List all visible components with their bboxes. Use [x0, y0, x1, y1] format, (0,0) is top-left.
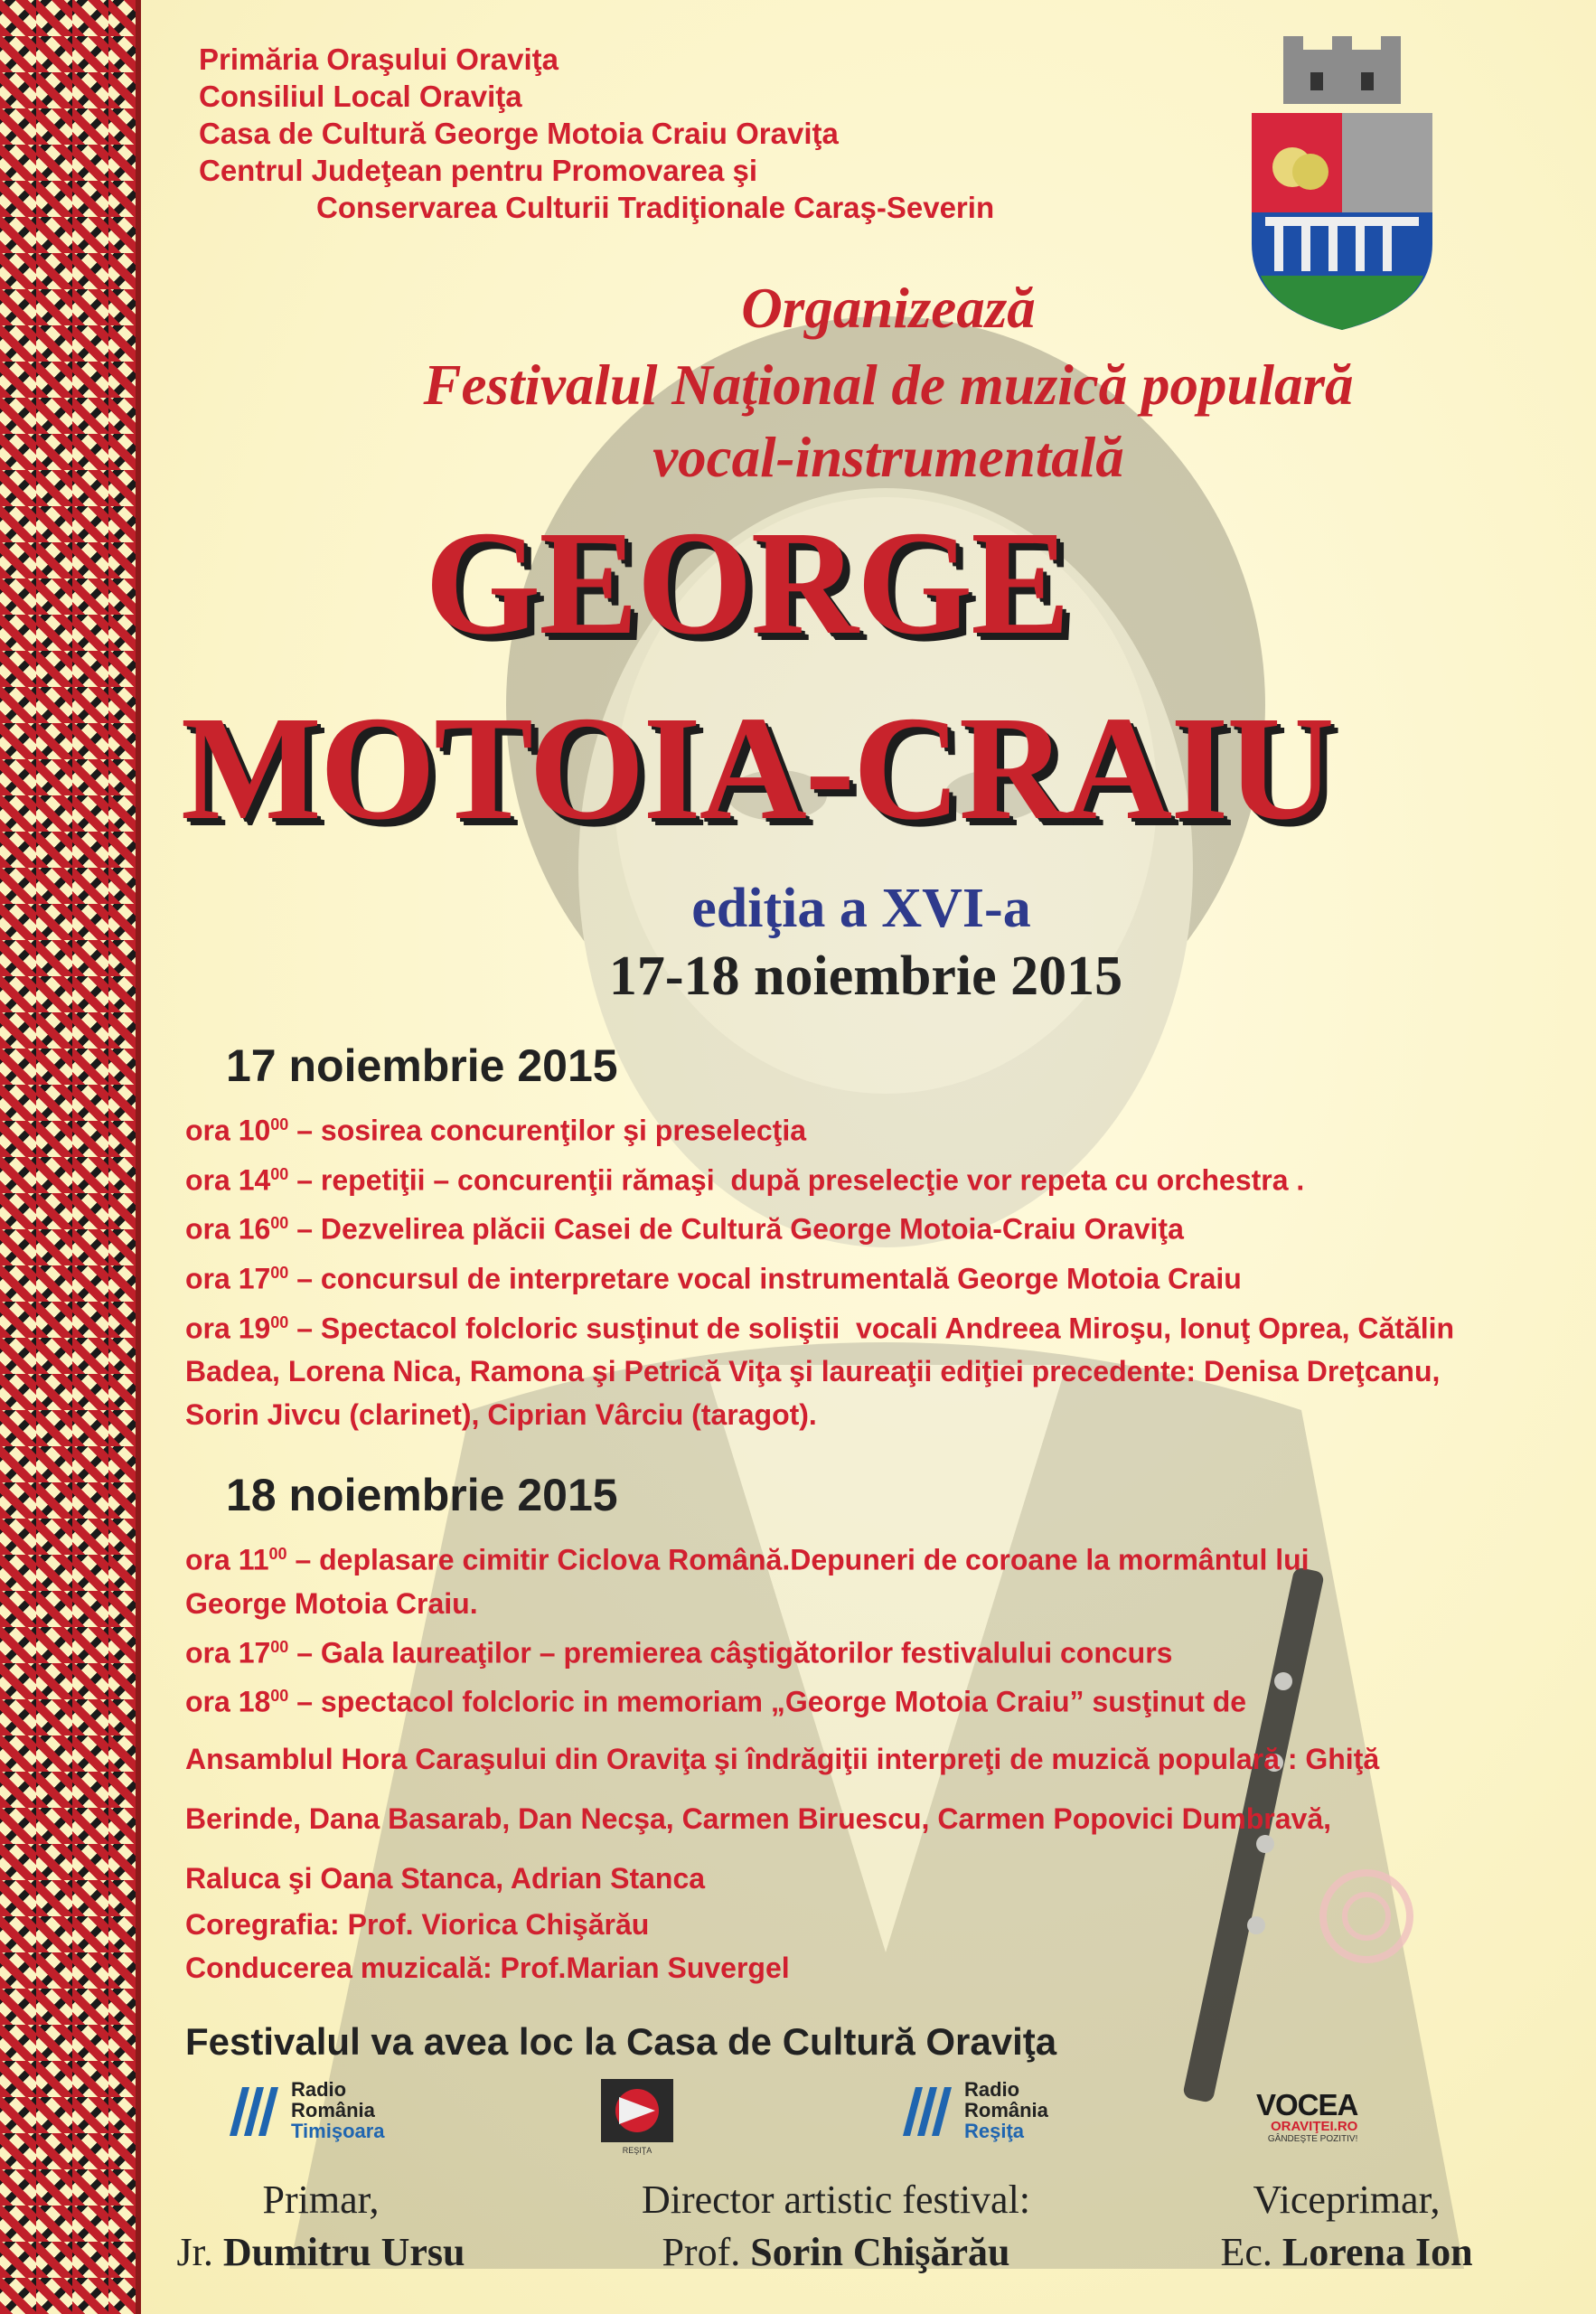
performers-line: Berinde, Dana Basarab, Dan Necşa, Carmen Biruescu, Carmen Popovici Dumbravă, [185, 1801, 1332, 1835]
venue-announcement: Festivalul va avea loc la Casa de Cultură Oraviţa [185, 2020, 1057, 2063]
organizer-line: Centrul Judeţean pentru Promovarea şi [199, 154, 757, 187]
logo-line: Reşiţa [964, 2120, 1025, 2142]
schedule-item [185, 1103, 1469, 1152]
schedule-item [185, 1201, 1469, 1251]
day2-heading: 18 noiembrie 2015 [226, 1470, 618, 1520]
border-edge [136, 0, 141, 2314]
signature-prefix: Ec. [1220, 2230, 1272, 2274]
schedule-hour: ora 10 [185, 1114, 271, 1147]
radio-romania-resita-logo [899, 2079, 1048, 2141]
vocea-title: VOCEA [1256, 2088, 1358, 2121]
schedule-text: – concursul de interpretare vocal instrumentală George Motoia Craiu [288, 1262, 1242, 1295]
logo-line: România [964, 2099, 1048, 2121]
vocea-tagline: GÂNDEŞTE POZITIV! [1267, 2134, 1358, 2144]
organizer-line: Consiliul Local Oraviţa [199, 80, 522, 113]
schedule-minutes: 00 [270, 1214, 289, 1233]
schedule-text: – spectacol folcloric in memoriam „George Motoia Craiu” susţinut de [288, 1685, 1247, 1718]
schedule-item [185, 1674, 1469, 1724]
signature-artistic-director [596, 2174, 1075, 2279]
schedule-item [185, 1301, 1469, 1437]
organizer-line: Conservarea Culturii Tradiţionale Caraş-Severin [316, 191, 995, 224]
schedule-item [185, 1152, 1469, 1202]
schedule-text: – Spectacol folcloric susţinut de soliştii vocali Andreea Miroşu, Ionuţ Oprea, Cătălin Badea, Lorena Nica, Ramona şi Petrică Viţa şi laureaţii ediţiei precedente: Denisa Dreţcanu, Sorin Jivcu (clarinet), Ciprian Vârciu (taragot). [185, 1312, 1462, 1432]
radio-waves-icon [226, 2084, 284, 2138]
logo-line: Radio [291, 2078, 347, 2101]
signature-role: Viceprimar, [1253, 2178, 1441, 2222]
intro-subtitle: vocal-instrumentală [652, 426, 1124, 489]
schedule-minutes: 00 [270, 1312, 289, 1331]
choreography-credit: Coregrafia: Prof. Viorica Chişărău [185, 1907, 650, 1941]
vocea-oravitei-logo [1256, 2088, 1357, 2144]
schedule-hour: ora 16 [185, 1212, 271, 1246]
schedule-text: – repetiţii – concurenţii rămaşi după preselecţie vor repeta cu orchestra . [288, 1163, 1305, 1197]
schedule-minutes: 00 [270, 1263, 289, 1282]
signature-vice-mayor [1157, 2174, 1536, 2279]
logo-line: Timişoara [291, 2120, 385, 2142]
schedule-minutes: 00 [270, 1164, 289, 1183]
schedule-minutes: 00 [270, 1115, 289, 1133]
schedule-hour: ora 18 [185, 1685, 271, 1718]
schedule-text: – deplasare cimitir Ciclova Română.Depuneri de coroane la mormântul lui George Motoia Craiu. [185, 1543, 1318, 1620]
tv-est-resita-logo [601, 2079, 673, 2156]
schedule-text: – Dezvelirea plăcii Casei de Cultură George Motoia-Craiu Oraviţa [288, 1212, 1184, 1246]
festival-name-line1: GEORGE [425, 500, 1069, 665]
radio-waves-icon [899, 2084, 957, 2138]
day2-schedule [185, 1532, 1469, 1989]
schedule-hour: ora 14 [185, 1163, 271, 1197]
est-sub-label: REŞIŢA [622, 2146, 652, 2155]
organizer-line: Casa de Cultură George Motoia Craiu Oraviţa [199, 117, 839, 150]
edition-label: ediţia a XVI-a [691, 878, 1031, 939]
signature-name: Sorin Chişărău [750, 2230, 1010, 2274]
festival-name-line2: MOTOIA-CRAIU [181, 685, 1333, 851]
performers-line: Ansamblul Hora Caraşului din Oraviţa şi îndrăgiţii interpreţi de muzică populară : Ghiţă [185, 1742, 1380, 1775]
organizers-list [199, 41, 994, 226]
day1-schedule [185, 1103, 1469, 1436]
schedule-minutes: 00 [268, 1545, 287, 1563]
schedule-text: – Gala laureaţilor – premierea câştigătorilor festivalului concurs [288, 1636, 1173, 1670]
signature-name: Dumitru Ursu [222, 2230, 465, 2274]
schedule-text: – sosirea concurenţilor şi preselecţia [288, 1114, 807, 1147]
vocea-domain: ORAVIŢEI.RO [1270, 2119, 1358, 2134]
logo-line: Radio [964, 2078, 1020, 2101]
radio-romania-timisoara-logo [226, 2079, 385, 2141]
schedule-hour: ora 17 [185, 1262, 271, 1295]
schedule-hour: ora 11 [185, 1543, 269, 1576]
schedule-item [185, 1625, 1469, 1675]
logo-line: România [291, 2099, 375, 2121]
festival-dates: 17-18 noiembrie 2015 [608, 945, 1123, 1007]
schedule-hour: ora 17 [185, 1636, 271, 1670]
performers-line: Raluca şi Oana Stanca, Adrian Stanca [185, 1861, 706, 1895]
signature-prefix: Jr. [176, 2230, 213, 2274]
intro-festival-title: Festivalul Naţional de muzică populară [423, 353, 1354, 417]
folk-embroidery-border [0, 0, 136, 2314]
schedule-item [185, 1251, 1469, 1301]
schedule-minutes: 00 [270, 1687, 289, 1706]
intro-organizeaza: Organizează [741, 277, 1036, 340]
signature-prefix: Prof. [662, 2230, 741, 2274]
schedule-item [185, 1532, 1351, 1625]
schedule-minutes: 00 [270, 1637, 289, 1656]
signature-role: Primar, [262, 2178, 380, 2222]
music-direction-credit: Conducerea muzicală: Prof.Marian Suvergel [185, 1951, 790, 1984]
signature-mayor [149, 2174, 493, 2279]
signature-role: Director artistic festival: [641, 2178, 1031, 2222]
organizer-line: Primăria Oraşului Oraviţa [199, 42, 559, 76]
signature-name: Lorena Ion [1281, 2230, 1473, 2274]
day1-heading: 17 noiembrie 2015 [226, 1040, 618, 1091]
schedule-hour: ora 19 [185, 1312, 271, 1345]
